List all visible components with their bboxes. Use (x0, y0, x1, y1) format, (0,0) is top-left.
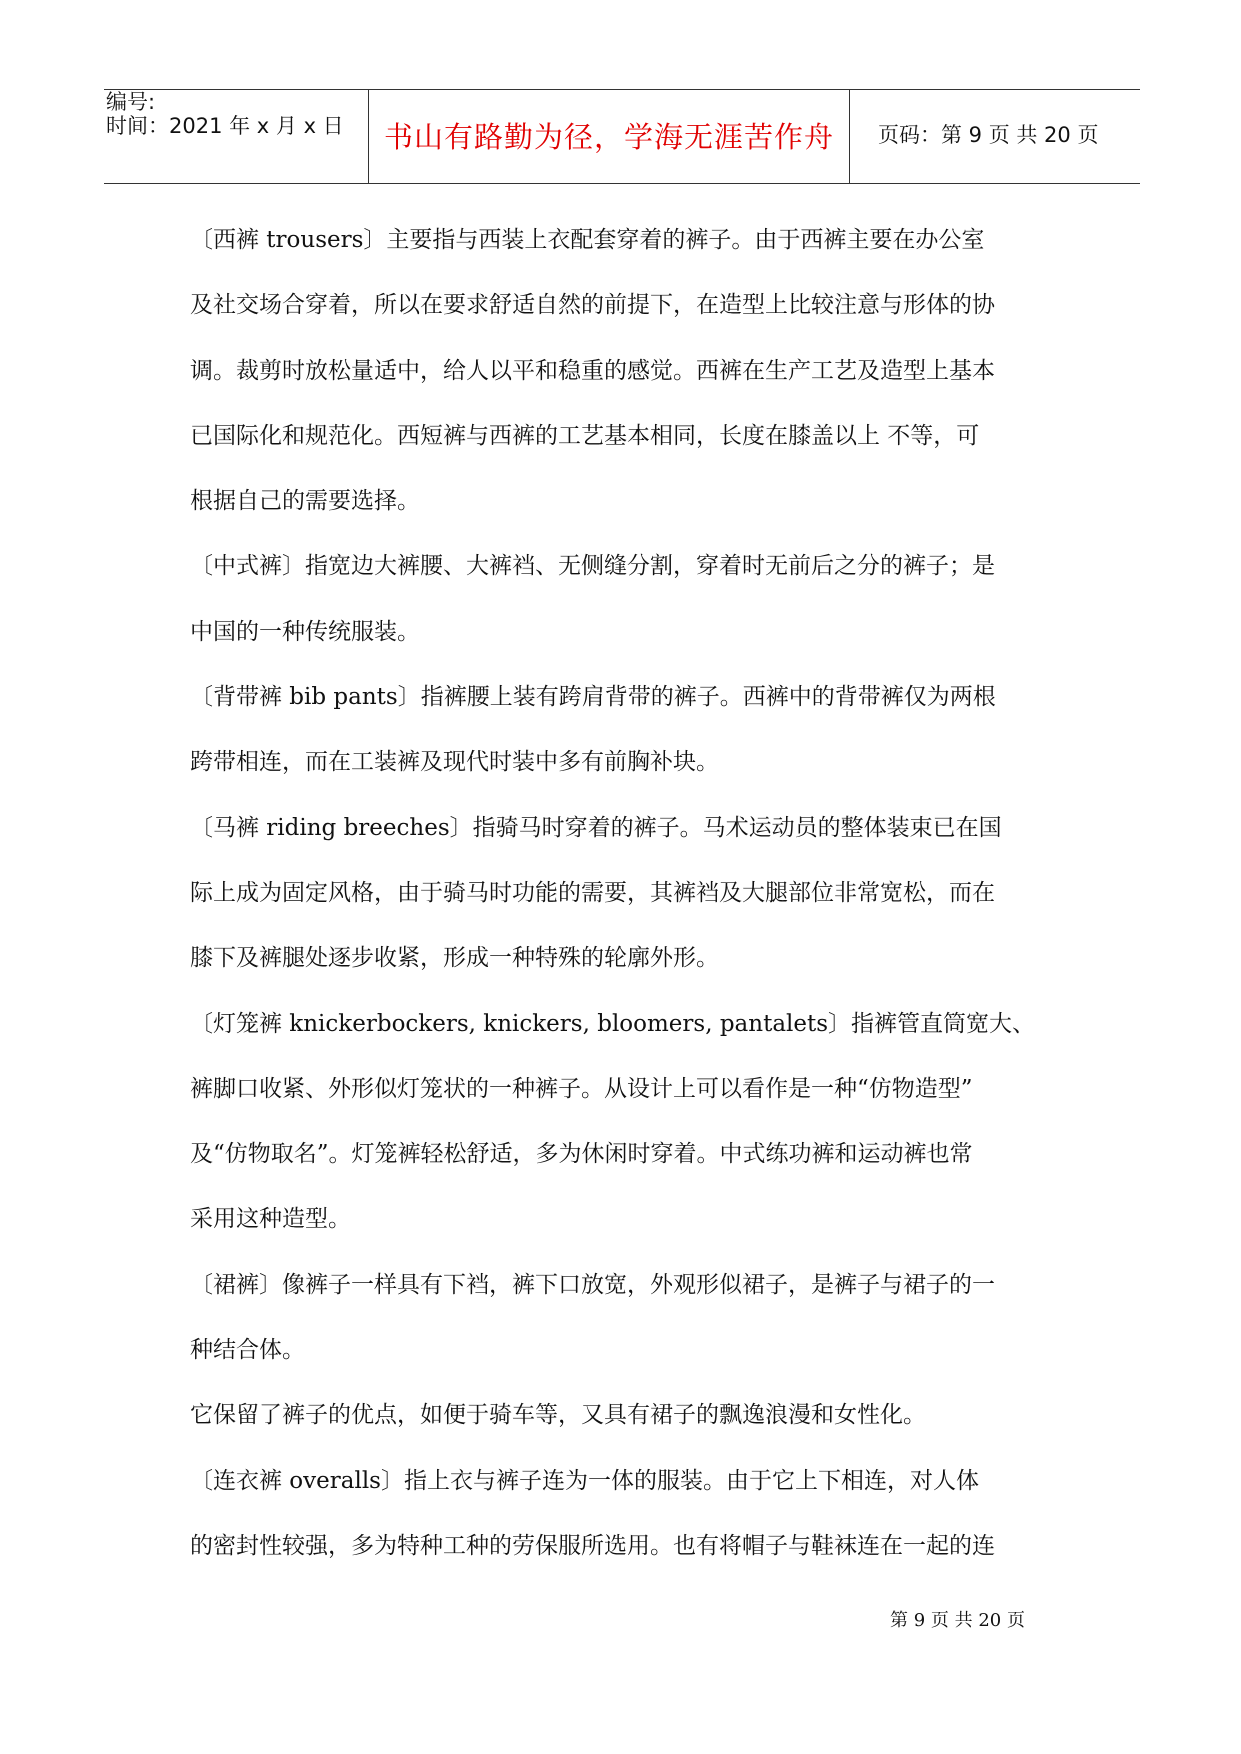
motto-text: 书山有路勤为径，学海无涯苦作舟 (383, 120, 834, 154)
body-line: 〔马裤 riding breeches〕指骑马时穿着的裤子。马术运动员的整体装束已在国 (190, 814, 1002, 841)
body-line: 的密封性较强，多为特种工种的劳保服所选用。也有将帽子与鞋袜连在一起的连 (190, 1532, 995, 1559)
page-header (104, 89, 1140, 184)
body-line: 跨带相连，而在工装裤及现代时装中多有前胸补块。 (190, 749, 719, 776)
body-line: 际上成为固定风格，由于骑马时功能的需要，其裤裆及大腿部位非常宽松，而在 (190, 879, 995, 906)
body-line: 〔连衣裤 overalls〕指上衣与裤子连为一体的服装。由于它上下相连，对人体 (190, 1467, 979, 1494)
serial-number-label: 编号: (106, 90, 156, 114)
body-line: 及“仿物取名”。灯笼裤轻松舒适，多为休闲时穿着。中式练功裤和运动裤也常 (190, 1141, 973, 1168)
body-line: 根据自己的需要选择。 (190, 488, 420, 515)
body-line: 调。裁剪时放松量适中，给人以平和稳重的感觉。西裤在生产工艺及造型上基本 (190, 357, 995, 384)
body-line: 〔中式裤〕指宽边大裤腰、大裤裆、无侧缝分割，穿着时无前后之分的裤子；是 (190, 553, 995, 580)
body-line: 裤脚口收紧、外形似灯笼状的一种裤子。从设计上可以看作是一种“仿物造型” (190, 1075, 973, 1102)
header-page-cell (850, 90, 1140, 183)
body-line: 采用这种造型。 (190, 1206, 351, 1233)
header-info-cell (104, 90, 367, 183)
document-body (190, 223, 1060, 1594)
body-line: 中国的一种传统服装。 (190, 618, 420, 645)
header-page-code: 页码：第 9 页 共 20 页 (878, 123, 1099, 147)
body-line: 及社交场合穿着，所以在要求舒适自然的前提下，在造型上比较注意与形体的协 (190, 292, 995, 319)
date-text: 时间：2021 年 x 月 x 日 (106, 114, 344, 138)
body-line: 已国际化和规范化。西短裤与西裤的工艺基本相同，长度在膝盖以上 不等，可 (190, 422, 980, 449)
body-line: 膝下及裤腿处逐步收紧，形成一种特殊的轮廓外形。 (190, 945, 719, 972)
body-line: 〔西裤 trousers〕主要指与西装上衣配套穿着的裤子。由于西裤主要在办公室 (190, 227, 985, 253)
body-line: 〔裙裤〕像裤子一样具有下裆，裤下口放宽，外观形似裙子，是裤子与裙子的一 (190, 1271, 995, 1298)
header-motto-cell (368, 90, 850, 183)
body-line: 它保留了裤子的优点，如便于骑车等，又具有裙子的飘逸浪漫和女性化。 (190, 1402, 926, 1429)
page-footer: 第 9 页 共 20 页 (890, 1610, 1025, 1631)
body-line: 种结合体。 (190, 1337, 305, 1364)
body-line: 〔背带裤 bib pants〕指裤腰上装有跨肩背带的裤子。西裤中的背带裤仅为两根 (190, 684, 996, 711)
body-line: 〔灯笼裤 knickerbockers, knickers, bloomers, pantalets〕指裤管直筒宽大、 (190, 1010, 1036, 1037)
